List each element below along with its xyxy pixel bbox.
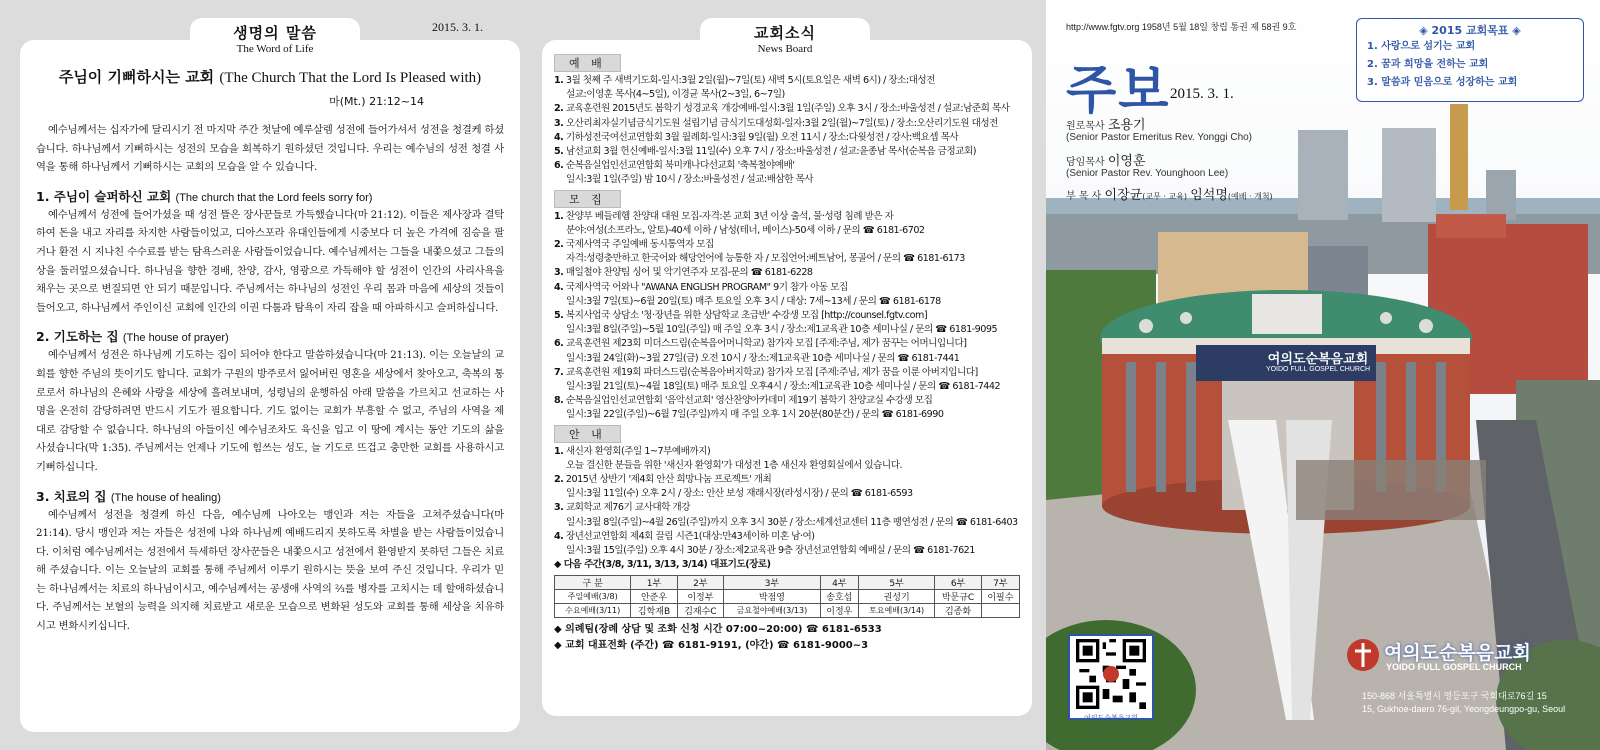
news-board-tab [700,18,870,58]
list-item-number: 1. [554,210,564,222]
table-header-cell: 6부 [935,575,981,589]
list-item-text: 교육훈련원 제23회 미더스드림(순복음어머니학교) 참가자 모집 [주제:주님, 제가 꿈꾸는 어머니입니다] [565,338,967,350]
table-cell [981,603,1019,617]
church-phone-contact: ◆ 교회 대표전화 (주간) ☎ 6181-9191, (야간) ☎ 6181-9000~3 [554,639,869,651]
section-heading-1 [36,187,504,205]
table-header-cell: 구 분 [555,575,631,589]
table-cell: 금요철야예배(3/13) [724,603,821,617]
list-item-text: 순복음실업인선교연합회 '음악선교회' 영산찬양아카데미 제19기 봄학기 찬양교실 수강생 모집 [565,395,933,407]
table-cell: 안준우 [631,589,677,603]
section-heading-2-en: (The house of prayer) [122,332,229,345]
schedule-title [554,558,1020,572]
list-item [554,145,1020,159]
cover-date: 2015. 3. 1. [1170,86,1234,102]
list-item [554,337,1020,365]
list-item-text: 복지사업국 상담소 '청·장년을 위한 상담학교 초급반' 수강생 모집 [http://counsel.fgtv.com] [565,310,928,322]
table-cell: 주일예배(3/8) [555,589,631,603]
list-item-number: 5. [554,310,564,322]
table-row [555,589,1020,603]
list-item-number: 3. [554,502,564,514]
list-item [554,131,1020,145]
list-item-text: 3월 첫째 주 새벽기도회-일시:3월 2일(월)~7일(토) 새벽 5시(토요일은 새벽 6시) / 장소:대성전 [565,75,935,86]
list-item-text: 장년선교연합회 제4회 끌림 시즌1(대상:만43세이하 미혼 남·여) [565,530,815,542]
section-body-1: 예수님께서 성전에 들어가셨을 때 성전 뜰은 장사꾼들로 가득했습니다(마 21:12). 이들은 제사장과 결탁하여 돈을 내고 자리를 차지한 사람들이었고, 디아스포라 유대인들에게 시중보다 더 높은 가격에 짐승을 팔거나 환전 시 지나친 수수료를 받는 탐욕스러운 사람들이었습니다. 예수님께서는 그들을 내쫓으셨고 그들의 상을 둘러엎으셨습니다. 하나님을 향한 경배, 찬양, 감사, 영광으로 가득해야 할 성전이 인간의 사리사욕을 채우는 곳으로 변질되면 안 되기 때문입니다. 주님께서는 하나님의 성전인 우리 몸과 마음에 세상의 것들이 들어오고, 하나님께서 주인이신 교회에 인간의 이권 다툼과 탐욕이 자리 잡을 때 아파하시고 슬퍼하십니다. [36,208,504,314]
prayer-schedule-table [554,575,1020,618]
table-cell: 이정우 [820,603,858,617]
associate-note-2: (예배 · 개척) [1227,192,1273,201]
list-item-text: 매일철야 찬양팀 싱어 및 악기연주자 모집-문의 ☎ 6181-6228 [565,267,813,279]
list-item-text: 교육훈련원 제19회 파더스드림(순복음아버지학교) 참가자 모집 [주제:주님, 제가 꿈을 이룬 아버지입니다] [565,366,978,378]
word-of-life-tab-en: The Word of Life [236,43,314,55]
bulletin-date: 2015. 3. 1. [432,20,483,34]
associate-note-1: (교무 · 교육) [1142,192,1188,201]
section-heading-3-ko: 3. 치료의 집 [36,488,107,504]
section-body-3: 예수님께서 성전을 청결케 하신 다음, 예수님께 나아오는 맹인과 저는 자들을 고쳐주셨습니다(마 21:14). 당시 맹인과 저는 자들은 성전에 나와 하나님께 예배드리지 못하도록 차별을 받는 사람들이었습니다. 이처럼 예수님께서는 성전에서 득세하던 장사꾼들은 내쫓으시고 성전에서 환영받지 못하던 그들은 치료해 주셨습니다. 이는 오늘날의 교회를 통해 주님께서 이루기 원하시는 뜻을 보여 주신 것입니다. 우리가 믿는 하나님께서는 치료의 하나님이시고, 예수님께서는 공생애 사역의 ⅔를 병자를 고치시는 데 할애하셨습니다. 주님께서는 보혈의 능력을 의지해 치료받고 새로운 모습으로 변화된 성도와 교회를 통해 세상을 치유하시고 변화시키십니다. [36,508,504,633]
list-item [554,266,1020,280]
list-item-number: 6. [554,338,564,350]
notice-section-label: 안 내 [554,425,621,443]
schedule-title-text: ◆ 다음 주간(3/8, 3/11, 3/13, 3/14) 대표기도(장로) [554,559,771,571]
section-heading-2-ko: 2. 기도하는 집 [36,329,119,345]
list-item [554,473,1020,501]
church-goals-title: ◈ 2015 교회목표 ◈ [1419,24,1521,37]
church-logo [1346,638,1586,674]
table-cell: 권성기 [858,589,934,603]
table-header-cell: 7부 [981,575,1019,589]
emeritus-pastor [1066,114,1146,133]
news-board-panel [542,40,1032,716]
list-item-text: 2015년 상반기 '제4회 안산 희망나눔 프로젝트' 개최 [565,474,772,486]
list-item-number: 2. [554,239,564,251]
list-item-number: 2. [554,103,564,115]
list-item [554,117,1020,131]
bulletin-title: 주보 [1066,61,1171,121]
section-heading-1-en: (The church that the Lord feels sorry for) [175,191,373,204]
list-item-number: 2. [554,474,564,486]
word-of-life-tab [190,18,360,58]
table-cell: 김재수C [677,603,723,617]
list-item-text: 교육훈련원 2015년도 봄학기 성경교육 개강예배-일시:3월 1일(주일) 오후 3시 / 장소:바울성전 / 설교:남준희 목사 [565,103,1010,115]
list-item-text: 새신자 환영회(주일 1~7부예배까지) [565,445,711,457]
list-item-number: 8. [554,395,564,407]
sermon-title-en: (The Church That the Lord Is Pleased with) [219,70,482,86]
news-board-tab-ko: 교회소식 [754,24,816,42]
list-item-detail: 일시:3월 21일(토)~4월 18일(토) 매주 토요일 오후4시 / 장소:제1교육관 10층 세미나실 / 문의 ☎ 6181-7442 [566,381,1001,393]
list-item-number: 1. [554,75,564,86]
church-goal-3: 3. 말씀과 믿음으로 성장하는 교회 [1367,77,1518,88]
sermon-intro: 예수님께서는 십자가에 달리시기 전 마지막 주간 첫날에 예루살렘 성전에 들어가셔서 성전을 청결케 하셨습니다. 하나님께서 기뻐하시는 성전의 모습을 회복하기 원하셨던 것입니다. 우리는 예수님의 성전 청결 사역을 통해 하나님께서 기뻐하시는 교회의 모습을 알 수 있습니다. [36,124,504,174]
worship-section-label: 예 배 [554,54,621,72]
church-emblem-icon [1346,638,1380,672]
list-item-detail: 일시:3월 15일(주일) 오후 4시 30분 / 장소:제2교육관 9층 장년선교연합회 예배실 / 문의 ☎ 6181-7621 [566,545,975,557]
list-item-detail: 일시:3월 8일(주일)~4월 26일(주일)까지 오후 3시 30분 / 장소:세계선교센터 11층 팽연성전 / 문의 ☎ 6181-6403 [566,516,1018,528]
list-item-detail: 일시:3월 22일(주일)~6월 7일(주일)까지 매 주일 오후 1시 20분(80분간) / 문의 ☎ 6181-6990 [566,409,944,421]
list-item-detail: 오늘 결신한 분들을 위한 '새신자 환영회'가 대성전 1층 새신자 환영회실에서 있습니다. [566,459,903,471]
associate-name-1: 이장균 [1104,188,1143,203]
church-address [1362,690,1565,716]
church-goal-2: 2. 꿈과 희망을 전하는 교회 [1367,59,1489,70]
table-header-cell: 4부 [820,575,858,589]
bulletin-cover [1046,0,1600,750]
list-item-number: 6. [554,160,564,172]
building-sign: 여의도순복음교회 [1267,352,1369,367]
sermon-title [36,66,504,87]
list-item-text: 남선교회 3월 헌신예배-일시:3월 11일(수) 오후 7시 / 장소:바울성전 / 설교:윤종남 목사(순복음 금정교회) [565,146,976,158]
table-cell: 이필수 [981,589,1019,603]
table-header-cell: 2부 [677,575,723,589]
senior-pastor [1066,150,1146,169]
list-item [554,159,1020,187]
emeritus-name: 조용기 [1107,118,1146,133]
list-item [554,238,1020,266]
table-header-cell: 5부 [858,575,934,589]
news-board-tab-en: News Board [757,43,813,55]
church-address-ko: 150-868 서울특별시 영등포구 국회대로76길 15 [1362,691,1547,701]
table-cell: 김학재B [631,603,677,617]
table-cell: 송호섭 [820,589,858,603]
emeritus-pastor-en: (Senior Pastor Emeritus Rev. Yonggi Cho) [1066,132,1253,143]
section-heading-3 [36,487,504,505]
church-logo-ko: 여의도순복음교회 [1384,642,1531,664]
list-item [554,501,1020,529]
table-header-cell: 3부 [724,575,821,589]
list-item-number: 5. [554,146,564,158]
qr-code-icon [1068,634,1154,720]
scripture-reference: 마(Mt.) 21:12~14 [329,95,424,108]
section-heading-2 [36,327,504,345]
qr-caption: 여의도순복음교회 [1083,714,1139,722]
list-item-detail: 분야:여성(소프라노, 알토)-40세 이하 / 남성(테너, 베이스)-50세 이하 / 문의 ☎ 6181-6702 [566,224,925,236]
table-cell: 박문규C [935,589,981,603]
list-item-number: 1. [554,445,564,457]
list-item [554,281,1020,309]
list-item [554,366,1020,394]
list-item [554,394,1020,422]
church-logo-en: YOIDO FULL GOSPEL CHURCH [1386,662,1522,672]
sermon-title-ko: 주님이 기뻐하시는 교회 [58,68,215,86]
list-item-text: 순복음실업인선교연합회 북미캐나다선교회 '축복철야예배' [565,160,795,172]
list-item [554,445,1020,473]
table-cell: 박점영 [724,589,821,603]
list-item-number: 3. [554,117,564,129]
table-header-cell: 1부 [631,575,677,589]
section-heading-1-ko: 1. 주님이 슬퍼하신 교회 [36,188,172,204]
list-item-detail: 일시:3월 11일(수) 오후 2시 / 장소: 안산 보성 재래시장(라성시장) / 문의 ☎ 6181-6593 [566,488,913,500]
table-cell: 김종화 [935,603,981,617]
list-item [554,530,1020,558]
building-sign-en: YOIDO FULL GOSPEL CHURCH [1265,366,1371,373]
table-row [555,603,1020,617]
schedule-header-row [555,575,1020,589]
notice-list [554,445,1020,559]
list-item-number: 7. [554,366,564,378]
bulletin-meta: http://www.fgtv.org 1958년 5월 18일 창립 통권 제 58권 9호 [1066,22,1297,32]
list-item-detail: 자격:성령충만하고 한국어와 해당언어에 능통한 자 / 모집언어:베트남어, 몽골어 / 문의 ☎ 6181-6173 [566,253,965,265]
list-item-number: 3. [554,267,564,279]
qr-code-graphic [1073,639,1149,709]
list-item-detail: 일시:3월 24일(화)~3월 27일(금) 오전 10시 / 장소:제1교육관 10층 세미나실 / 문의 ☎ 6181-7441 [566,352,960,364]
church-address-en: 15, Gukhoe-daero 76-gil, Yeongdeungpo-gu, Seoul [1362,704,1566,714]
section-body-2: 예수님께서 성전은 하나님께 기도하는 집이 되어야 한다고 말씀하셨습니다(마 21:13). 이는 오늘날의 교회를 향한 주님의 뜻이기도 합니다. 교회가 구원의 방주로서 잃어버린 영혼을 세상에서 찾아오고, 축복의 통로로서 하나님의 은혜와 사랑을 세상에 흘려보내며, 성령님의 운행하심 아래 말씀을 가르치고 선교하는 사명을 온전히 감당하려면 반드시 기도가 필요합니다. 기도 없이는 교회가 부흥할 수 없고, 주님의 사역을 제대로 감당할 수 없습니다. 하나님의 아들이신 예수님조차도 육신을 입고 이 땅에 계시는 동안 기도의 삶을 사셨습니다(막 1:35). 주님께서는 언제나 기도에 힘쓰는 성도, 늘 기도로 뜨겁고 충만한 교회를 사용하시고 기뻐하십니다. [36,349,504,473]
list-item-detail: 일시:3월 8일(주일)~5월 10일(주일) 매 주일 오후 3시 / 장소:제1교육관 10층 세미나실 / 문의 ☎ 6181-9095 [566,324,998,336]
list-item-text: 기하성전국여선교연합회 3월 월례회-일시:3월 9일(월) 오전 11시 / 장소:다윗성전 / 강사:백요셉 목사 [565,131,959,143]
associate-role: 부 목 사 [1066,191,1102,202]
list-item [554,102,1020,116]
list-item-text: 교회학교 제76기 교사대학 개강 [565,502,690,514]
word-of-life-tab-ko: 생명의 말씀 [233,24,317,42]
associate-pastors [1066,184,1273,203]
list-item-number: 4. [554,131,564,143]
list-item [554,74,1020,102]
church-goal-1: 1. 사랑으로 섬기는 교회 [1367,41,1476,52]
list-item-detail: 일시:3월 7일(토)~6월 20일(토) 매주 토요일 오후 3시 / 대상: 7세~13세 / 문의 ☎ 6181-6178 [566,295,941,307]
senior-name: 이영훈 [1107,154,1146,169]
list-item [554,210,1020,238]
table-cell: 토요예배(3/14) [858,603,934,617]
recruit-section-label: 모 집 [554,190,621,208]
list-item-number: 4. [554,281,564,293]
church-goals-box [1356,18,1584,102]
list-item-text: 국제사역국 어와나 "AWANA ENGLISH PROGRAM" 9기 참가 아동 모집 [565,281,848,293]
senior-pastor-en: (Senior Pastor Rev. Younghoon Lee) [1066,168,1229,179]
list-item-text: 오산리최자실기념금식기도원 설립기념 금식기도대성회-일자:3월 2일(월)~7일(토) / 장소:오산리기도원 대성전 [565,117,998,129]
table-cell: 이정부 [677,589,723,603]
section-heading-3-en: (The house of healing) [110,491,221,504]
senior-role: 담임목사 [1066,157,1105,168]
table-cell: 수요예배(3/11) [555,603,631,617]
list-item-text: 국제사역국 주일예배 동시통역자 모집 [565,239,714,251]
list-item [554,309,1020,337]
list-item-detail: 설교:이영훈 목사(4~5일), 이경균 목사(2~3일, 6~7일) [566,89,785,101]
list-item-text: 찬양부 베들레헴 찬양대 대원 모집-자격:본 교회 3년 이상 출석, 물·성령 침례 받은 자 [565,210,894,222]
emeritus-role: 원로목사 [1066,121,1105,132]
associate-name-2: 임석명 [1190,188,1228,203]
funeral-contact: ◆ 의례팀(장례 상담 및 조화 신청 시간 07:00~20:00) ☎ 6181-6533 [554,623,882,635]
word-of-life-panel [20,40,520,732]
recruit-list [554,210,1020,423]
list-item-number: 4. [554,530,564,542]
worship-list [554,74,1020,188]
list-item-detail: 일시:3월 1일(주일) 밤 10시 / 장소:바울성전 / 설교:배삼한 목사 [566,174,814,186]
